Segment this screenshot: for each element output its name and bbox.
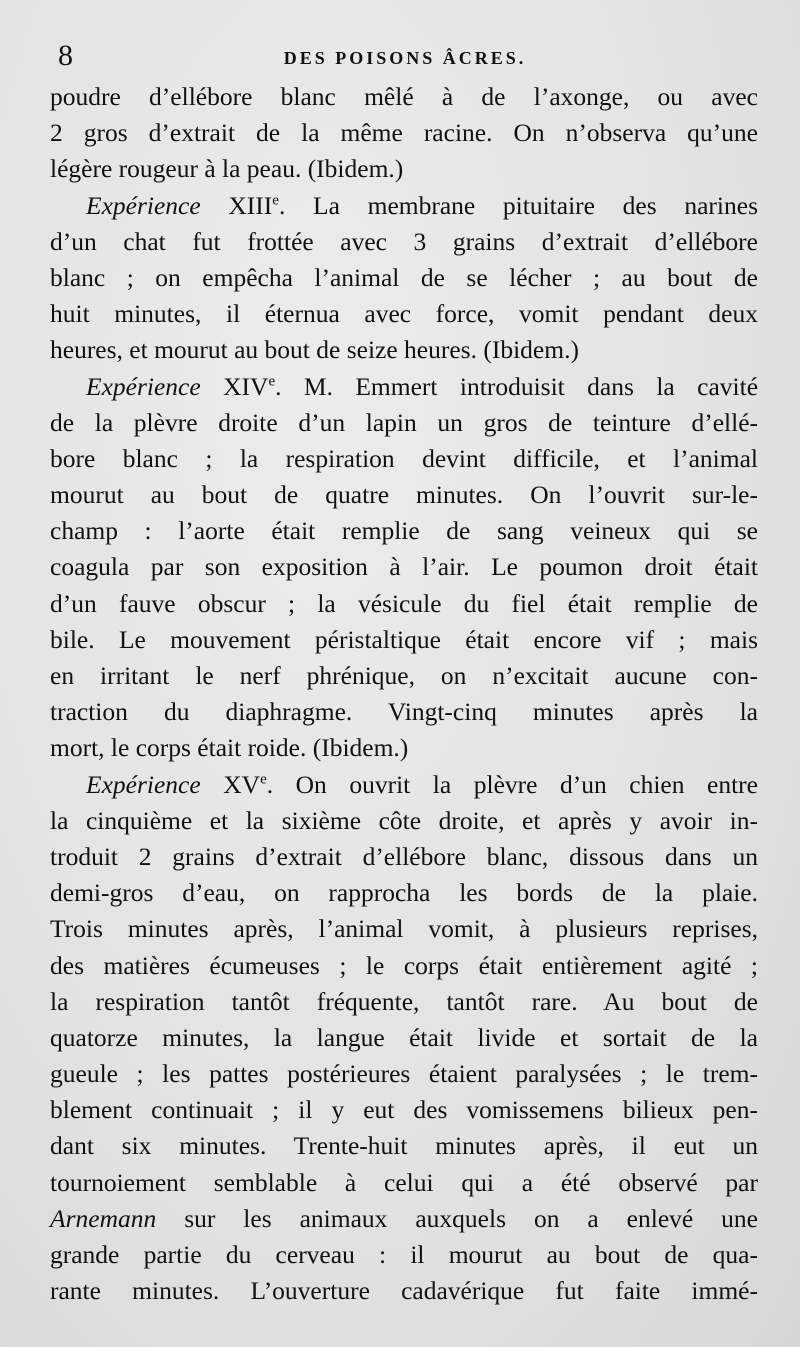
line-text: la respiration tantôt fréquente, tantôt rare. Au bout de — [50, 986, 758, 1016]
line-text: la cinquième et la sixième côte droite, et après y avoir in- — [50, 805, 758, 835]
text-line — [50, 224, 758, 260]
line-text: tournoiement semblable à celui qui a été observé par — [50, 1167, 758, 1197]
text-line — [50, 730, 758, 766]
text-line — [50, 839, 758, 875]
italic-term: Expérience — [86, 769, 201, 799]
experiment-number: XIV — [200, 371, 269, 401]
line-text: poudre d’ellébore blanc mêlé à de l’axonge, ou avec — [50, 82, 758, 111]
text-line — [50, 441, 758, 477]
text-line — [50, 875, 758, 911]
text-line — [50, 948, 758, 984]
line-text: grande partie du cerveau : il mourut au bout de qua- — [50, 1240, 758, 1269]
line-text: troduit 2 grains d’extrait d’ellébore blanc, dissous dans un — [50, 841, 758, 871]
line-text: champ : l’aorte était remplie de sang veineux qui se — [50, 516, 758, 546]
text-line — [50, 1020, 758, 1056]
text-line — [50, 694, 758, 730]
line-text: sur les animaux auxquels on a enlevé une — [156, 1203, 758, 1233]
running-title: DES POISONS ÂCRES. — [283, 48, 527, 68]
text-line — [50, 658, 758, 694]
page-header — [58, 36, 752, 76]
text-line — [50, 115, 758, 151]
line-text: d’un chat fut frottée avec 3 grains d’extrait d’ellébore — [50, 226, 758, 256]
line-text: blement continuait ; il y eut des vomissemens bilieux pen- — [50, 1095, 758, 1125]
line-text: blanc ; on empêcha l’animal de se lécher ; au bout de — [50, 262, 758, 292]
text-line — [50, 188, 758, 224]
line-text: . On ouvrit la plèvre d’un chien entre — [266, 769, 758, 799]
text-line — [50, 79, 758, 115]
line-text: coagula par son exposition à l’air. Le poumon droit était — [50, 552, 758, 582]
text-line — [50, 1273, 758, 1309]
line-text: bore blanc ; la respiration devint difficile, et l’animal — [50, 443, 758, 473]
text-line — [50, 296, 758, 332]
line-text: huit minutes, il éternua avec force, vomit pendant deux — [50, 299, 758, 329]
text-line — [50, 911, 758, 947]
text-line — [50, 1092, 758, 1128]
line-text: demi-gros d’eau, on rapprocha les bords de la plaie. — [50, 878, 758, 908]
line-text: Trois minutes après, l’animal vomit, à plusieurs reprises, — [50, 914, 758, 944]
line-text: d’un fauve obscur ; la vésicule du fiel était remplie de — [50, 588, 758, 618]
body-text — [50, 79, 758, 1309]
line-text: . M. Emmert introduisit dans la cavité — [275, 371, 759, 401]
line-text: bile. Le mouvement péristaltique était encore vif ; mais — [50, 624, 758, 654]
text-line — [50, 1165, 758, 1201]
text-line — [50, 260, 758, 296]
line-text: mort, le corps était roide. (Ibidem.) — [50, 733, 409, 763]
line-text: gueule ; les pattes postérieures étaient paralysées ; le trem- — [50, 1059, 758, 1089]
text-line — [50, 622, 758, 658]
line-text: rante minutes. L’ouverture cadavérique fut faite immé- — [50, 1276, 758, 1306]
line-text: 2 gros d’extrait de la même racine. On n’observa qu’une — [50, 118, 758, 148]
line-text: dant six minutes. Trente-huit minutes après, il eut un — [50, 1131, 758, 1161]
line-text: mourut au bout de quatre minutes. On l’ouvrit sur-le- — [50, 480, 758, 510]
experiment-number: XIII — [200, 190, 273, 220]
text-line — [50, 332, 758, 368]
text-line — [50, 151, 758, 187]
text-line — [50, 549, 758, 585]
ordinal-superscript: e — [260, 771, 267, 788]
text-line — [50, 513, 758, 549]
text-line — [50, 1056, 758, 1092]
page-number: 8 — [58, 39, 73, 72]
line-text: . La membrane pituitaire des narines — [278, 190, 758, 220]
line-text: de la plèvre droite d’un lapin un gros de teinture d’ellé- — [50, 407, 758, 437]
text-line — [50, 1237, 758, 1273]
line-text: légère rougeur à la peau. (Ibidem.) — [50, 154, 404, 184]
text-line — [50, 1128, 758, 1164]
text-line — [50, 405, 758, 441]
text-line — [50, 477, 758, 513]
italic-term: Expérience — [86, 371, 201, 401]
line-text: des matières écumeuses ; le corps était entièrement agité ; — [50, 950, 758, 980]
ordinal-superscript: e — [268, 373, 276, 389]
experiment-number: XV — [200, 769, 261, 799]
line-text: quatorze minutes, la langue était livide et sortait de la — [50, 1022, 758, 1052]
text-line — [50, 984, 758, 1020]
text-line — [50, 586, 758, 622]
line-text: heures, et mourut au bout de seize heures. (Ibidem.) — [50, 335, 579, 365]
text-line — [50, 803, 758, 839]
line-text: en irritant le nerf phrénique, on n’excitait aucune con- — [50, 661, 758, 690]
italic-term: Expérience — [86, 190, 201, 220]
text-line — [50, 1201, 758, 1237]
text-line — [50, 767, 758, 803]
italic-term: Arnemann — [50, 1203, 157, 1233]
ordinal-superscript: e — [272, 192, 279, 209]
text-line — [50, 369, 758, 405]
line-text: traction du diaphragme. Vingt-cinq minutes après la — [50, 697, 758, 727]
